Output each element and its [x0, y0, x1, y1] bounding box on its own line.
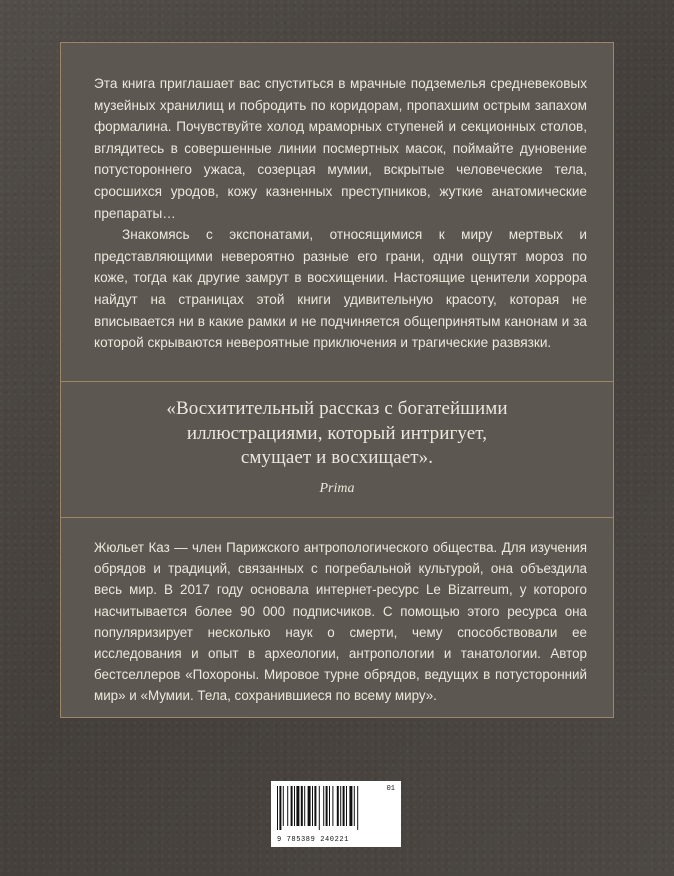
author-bio-text: Жюльет Каз — член Парижского антропологического общества. Для изучения обрядов и традиций, связанных с погребальной культурой, она объездила весь мир. В 2017 году основала интернет-ресурс Le Bizarreum, у которого насчитывается более 90 000 подписчиков. С помощью этого ресурса она популяризирует несколько наук о смерти, чему способствовали ее исследования и опыт в археологии, антропологии и танатологии. Автор бестселлеров «Похороны. Мировое турне обрядов, ведущих в потусторонний мир» и «Мумии. Тела, сохранившиеся по всему миру».: [94, 540, 587, 704]
barcode-addon: 01: [386, 785, 395, 793]
divider-top: [61, 381, 613, 382]
barcode-bars-icon: [277, 786, 385, 830]
description-paragraph-1: Эта книга приглашает вас спуститься в мрачные подземелья средневековых музейных хранилищ и побродить по коридорам, пропахшим острым запахом формалина. Почувствуйте холод мраморных ступеней и секционных столов, вглядитесь в совершенные линии посмертных масок, поймайте дуновение потустороннего ужаса, созерцая мумии, вскрытые человеческие тела, сросшихся уродов, кожу казненных преступников, жуткие анатомические препараты…: [94, 76, 587, 221]
review-quote: [91, 397, 583, 497]
back-cover-panel: [60, 42, 614, 718]
divider-bottom: [61, 517, 613, 518]
isbn-barcode: [271, 781, 401, 847]
review-quote-line-2: иллюстрациями, который интригует,: [186, 422, 488, 444]
review-source: Prima: [319, 480, 355, 496]
review-quote-line-3: смущает и восхищает».: [240, 447, 434, 468]
description-paragraph-2: Знакомясь с экспонатами, относящимися к миру мертвых и представляющими невероятно разные его грани, одни ощутят мороз по коже, тогда как другие замрут в восхищении. Настоящие ценители хоррора найдут на страницах этой книги удивительную красоту, которая не вписывается ни в какие рамки и не подчиняется общепринятым канонам и за которой скрываются невероятные приключения и трагические развязки.: [94, 227, 587, 351]
review-quote-line-1: «Восхитительный рассказ с богатейшими: [166, 398, 508, 419]
book-description: [94, 73, 587, 354]
author-bio: [94, 537, 587, 707]
barcode-digits: 9 785389 240221: [277, 836, 350, 844]
